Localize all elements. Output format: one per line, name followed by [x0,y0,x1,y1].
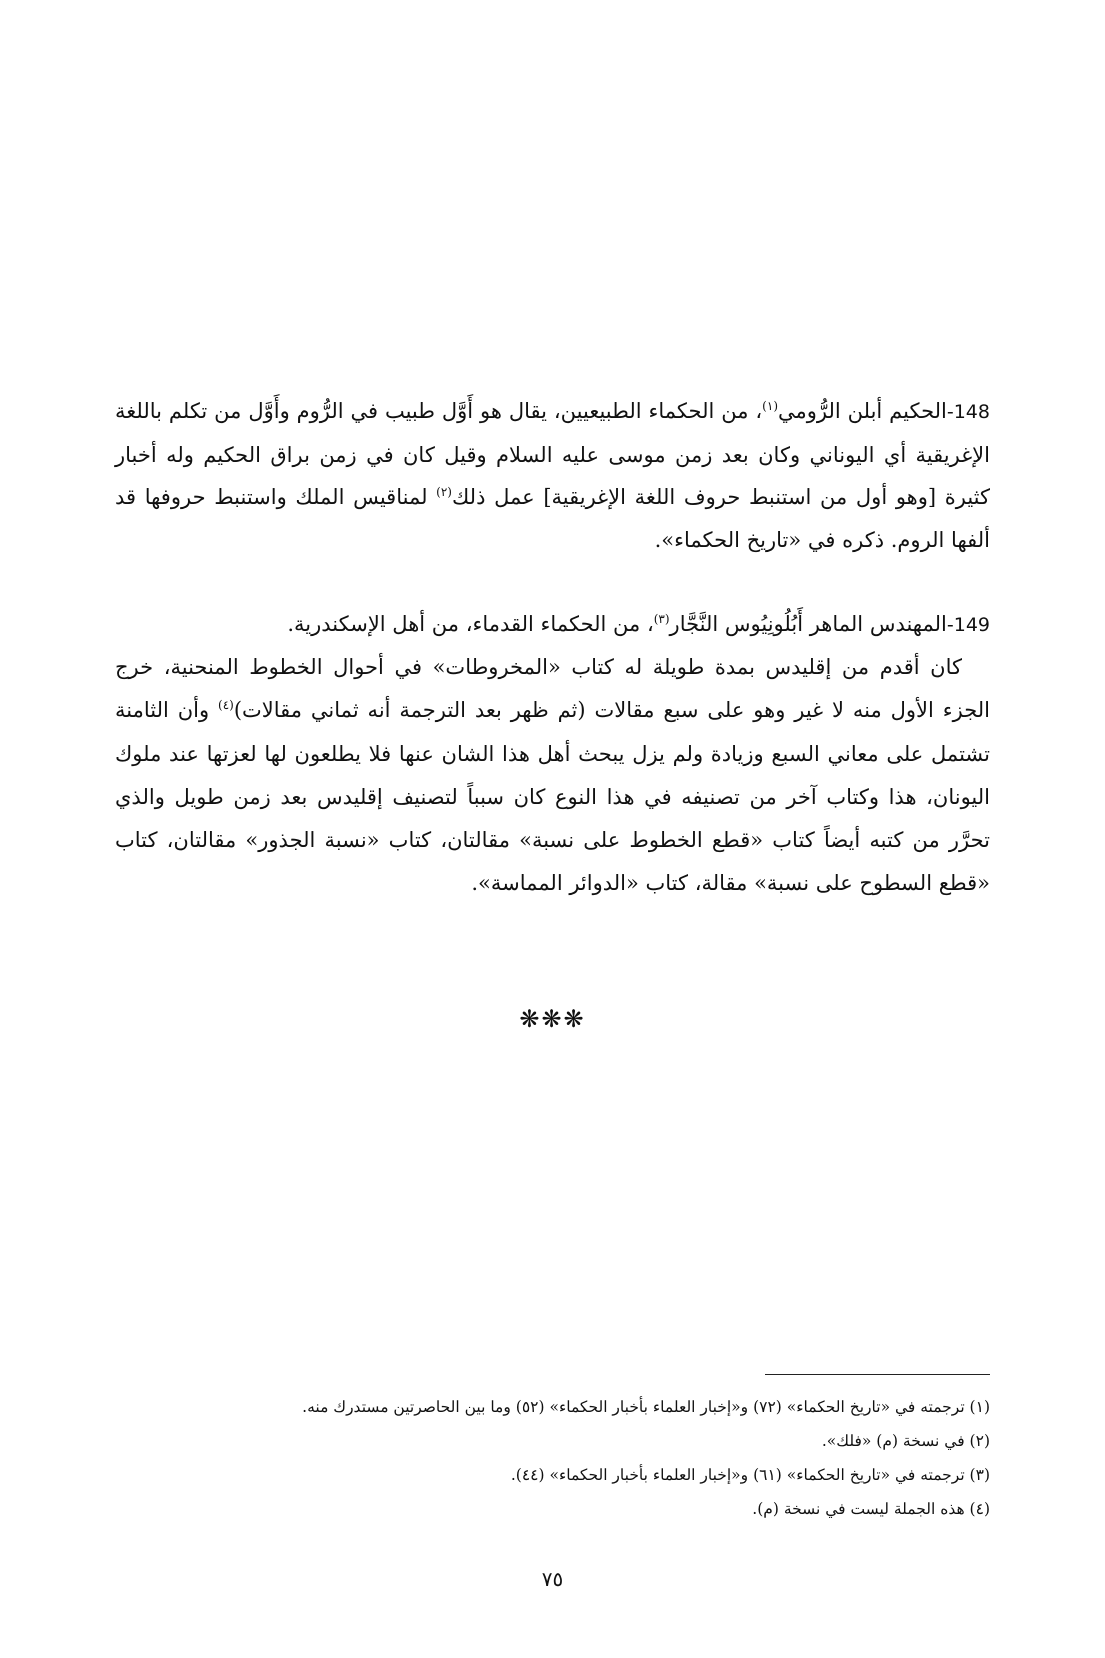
footnotes [115,1390,990,1526]
footnote-rule [765,1374,990,1375]
entry-name: المهندس الماهر أَبُلُونِيُوس النَّجَّار [669,612,947,636]
entry-number: 148- [946,401,990,423]
entry-name: الحكيم أبلن الرُّومي [778,399,947,423]
entry-text: لمناقيس الملك واستنبط حروفها قد ألفها الروم. ذكره في «تاريخ الحكماء». [115,485,990,552]
entry-148 [115,390,990,561]
page-number: ٧٥ [541,1567,564,1591]
footnote-ref: (٣) [653,612,670,626]
footnote-2: (٢) في نسخة (م) «فلك». [821,1432,990,1450]
footnote-ref: (٤) [218,698,234,713]
footnote-3: (٣) ترجمته في «تاريخ الحكماء» (٦١) و«إخبار العلماء بأخبار الحكماء» (٤٤). [510,1466,990,1484]
section-separator: ❋❋❋ [519,1005,586,1033]
footnote-1: (١) ترجمته في «تاريخ الحكماء» (٧٢) و«إخبار العلماء بأخبار الحكماء» (٥٢) وما بين الحاصرتين مستدرك منه. [302,1398,990,1416]
entry-number: 149- [946,614,990,636]
paragraph-text: كان أقدم من إقليدس بمدة طويلة له كتاب «المخروطات» في أحوال الخطوط المنحنية، خرج الجزء الأول منه لا غير وهو على سبع مقالات (ثم ظهر بعد الترجمة أنه ثماني مقالات) [115,655,990,723]
entry-text: ، من الحكماء القدماء، من أهل الإسكندرية. [287,612,654,636]
entry-149-body [115,646,990,906]
entry-text: ، من الحكماء الطبيعيين، يقال هو أَوَّل طبيب في الرُّوم وأَوَّل من تكلم باللغة الإغريقية أي اليوناني وكان بعد زمن موسى عليه السلام وقيل كان في زمن براق الحكيم وله أخبار كثيرة [وهو أول من استنبط حروف اللغة الإغريقية] عمل ذلك [115,399,990,509]
footnote-4: (٤) هذه الجملة ليست في نسخة (م). [752,1500,990,1518]
footnote-ref: (١) [762,399,778,413]
paragraph-text: وأن الثامنة تشتمل على معاني السبع وزيادة ولم يزل يبحث أهل هذا الشان عنها فلا يطلعون لها لعزتها عند ملوك اليونان، هذا وكتاب آخر من تصنيفه في هذا النوع كان سبباً لتصنيف إقليدس بعد زمن طويل والذي تحرَّر من كتبه أيضاً كتاب «قطع الخطوط على نسبة» مقالتان، كتاب «نسبة الجذور» مقالتان، كتاب «قطع السطوح على نسبة» مقالة، كتاب «الدوائر المماسة». [115,698,990,896]
footnote-ref: (٢) [436,485,452,499]
entry-149 [115,603,990,647]
